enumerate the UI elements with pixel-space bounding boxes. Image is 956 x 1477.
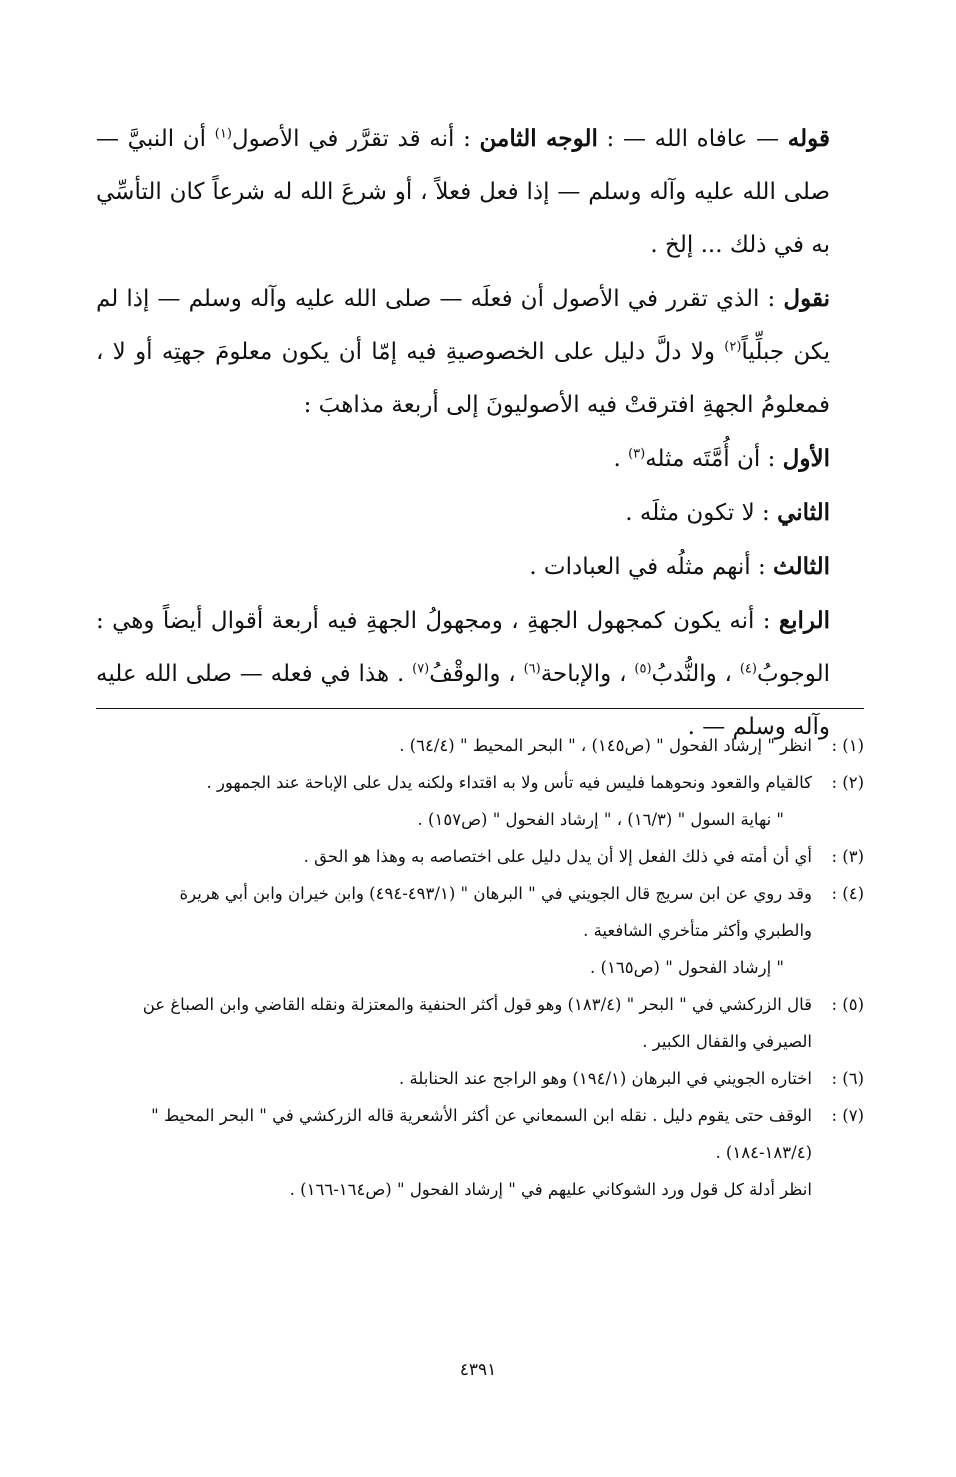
footnote-item [96,838,864,875]
footnote-body [96,1097,812,1171]
footnote-ref[interactable]: (١) [214,126,232,142]
footnote-body [96,764,812,838]
footnote-extra-note: انظر أدلة كل قول ورد الشوكاني عليهم في " إرشاد الفحول " (ص١٦٤-١٦٦) . [289,1180,812,1199]
footnote-line: الصيرفي والقفال الكبير . [642,1032,812,1051]
lead-word: الثالث [773,553,830,580]
footnote-item [96,986,864,1060]
footnote-number: (٦) : [831,1069,864,1088]
main-text [96,112,864,754]
text-run: . [613,446,629,472]
text-run: . هذا في فعله — صلى الله عليه وآله وسلم — . [96,661,830,740]
paragraph-quote [96,112,864,272]
text-run: : أنه قد تقرَّر في الأصول [231,126,480,152]
footnote-body [96,838,812,875]
footnote-ref[interactable]: (٧) [412,661,430,677]
footnote-item [96,1060,864,1097]
footnote-source: " إرشاد الفحول " (ص١٦٥) . [590,958,784,977]
paragraph-second-view [96,486,864,540]
footnote-line: انظر " إرشاد الفحول " (ص١٤٥) ، " البحر المحيط " (٦٤/٤) . [399,736,812,755]
footnote-source: " نهاية السول " (١٦/٣) ، " إرشاد الفحول " (ص١٥٧) . [417,810,784,829]
footnote-line: قال الزركشي في " البحر " (١٨٣/٤) وهو قول أكثر الحنفية والمعتزلة ونقله القاضي وابن الصباغ عن [142,995,812,1014]
text-run: أن النبيَّ — صلى الله عليه وآله وسلم — إذا فعل فعلاً ، أو شرعَ الله له شرعاً كان التأسِّي به في ذلك ... إلخ . [96,126,830,258]
footnote-number: (٣) : [831,847,864,866]
text-run: — عافاه الله — : [597,126,788,152]
lead-word: الأول [782,445,830,472]
footnote-body [96,875,812,986]
footnote-line: أي أن أمته في ذلك الفعل إلا أن يدل دليل على اختصاصه به وهذا هو الحق . [303,847,812,866]
footnote-item [96,1097,864,1171]
paragraph-first-view [96,432,864,486]
footnote-line: والطبري وأكثر متأخري الشافعية . [583,921,812,940]
footnote-ref[interactable]: (٥) [634,661,652,677]
lead-word: الوجه الثامن [479,125,598,152]
lead-word: الرابع [778,607,830,634]
lead-word: نقول [783,285,830,312]
text-run: ، والنُّدبُ [651,661,740,687]
text-run: : أنه يكون كمجهول الجهةِ ، ومجهولُ الجهةِ فيه أربعة أقوال أيضاً وهي : الوجوبُ [96,608,830,687]
footnote-number: (٢) : [831,773,864,792]
footnote-ref[interactable]: (٢) [724,339,742,355]
footnote-ref[interactable]: (٦) [523,661,541,677]
text-run: : لا تكون مثلَه . [625,500,778,526]
lead-word: الثاني [777,499,830,526]
footnote-line: اختاره الجويني في البرهان (١٩٤/١) وهو الراجح عند الحنابلة . [398,1069,812,1088]
paragraph-response [96,272,864,432]
footnote-item [96,764,864,838]
footnote-line: الوقف حتى يقوم دليل . نقله ابن السمعاني عن أكثر الأشعرية قاله الزركشي في " البحر المحيط " [151,1106,812,1125]
footnote-item [96,727,864,764]
text-run: ، والوقْفُ [429,661,524,687]
paragraph-third-view [96,540,864,594]
footnote-ref[interactable]: (٣) [628,446,646,462]
footnote-line: كالقيام والقعود ونحوهما فليس فيه تأس ولا به اقتداء ولكنه يدل على الإباحة عند الجمهور . [206,773,812,792]
footnote-separator [96,708,864,709]
text-run: : الذي تقرر في الأصول أن فعلَه — صلى الله عليه وآله وسلم — إذا لم يكن جبلِّياً [96,286,830,365]
footnote-body [96,1060,812,1097]
text-run: ، والإباحة [540,661,635,687]
footnote-body [96,727,812,764]
footnote-body [96,986,812,1060]
text-run: ولا دلَّ دليل على الخصوصيةِ فيه إمّا أن يكون معلومَ جهتِه أو لا ، فمعلومُ الجهةِ افترقتْ فيه الأصوليونَ إلى أربعة مذاهبَ : [96,339,830,418]
footnote-ref[interactable]: (٤) [739,661,757,677]
text-run: : أنهم مثلُه في العبادات . [529,554,774,580]
footnotes [96,727,864,1208]
footnote-line: وقد روي عن ابن سريج قال الجويني في " البرهان " (٤٩٣/١-٤٩٤) وابن خيران وابن أبي هريرة [179,884,812,903]
footnote-number: (١) : [831,736,864,755]
footnote-number: (٤) : [831,884,864,903]
footnote-number: (٧) : [831,1106,864,1125]
footnote-line: (١٨٣/٤-١٨٤) . [715,1143,812,1162]
page-body [96,112,864,754]
text-run: : أن أُمَّتَه مثله [645,446,783,472]
lead-word: قوله [787,125,830,152]
footnote-number: (٥) : [831,995,864,1014]
footnote-item [96,875,864,986]
page-number: ٤٣٩١ [459,1360,497,1380]
